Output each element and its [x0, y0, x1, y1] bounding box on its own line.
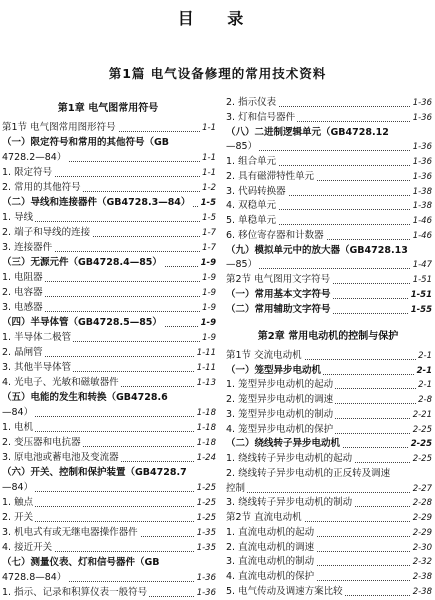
page-number: 1-36 — [412, 112, 432, 123]
page-number: 1-46 — [412, 230, 432, 241]
toc-entry — [226, 364, 432, 378]
entry-text: （九）模拟单元中的放大器（GB4728.13 — [226, 244, 408, 256]
chapter-heading — [2, 102, 216, 116]
entry-text: 第2节 直流电动机 — [226, 512, 302, 524]
entry-text: 4. 接近开关 — [2, 542, 53, 553]
page-number: 1-11 — [196, 348, 216, 358]
entry-text: 4728.2—84） — [2, 152, 67, 163]
entry-text: 3. 连接器件 — [2, 242, 53, 253]
chapter-heading — [226, 330, 432, 344]
page-number: 1-36 — [412, 157, 432, 167]
toc-entry — [2, 451, 216, 465]
entry-text: 4. 笼型异步电动机的保护 — [226, 423, 334, 435]
toc-entry — [226, 585, 432, 599]
entry-text: （七）测量仪表、灯和信号器件（GB — [2, 557, 160, 568]
page-number: 1-36 — [412, 98, 432, 108]
toc-entry — [2, 421, 216, 435]
section-entry — [226, 273, 432, 287]
toc-entry — [2, 406, 216, 420]
entry-text: 1. 组合单元 — [226, 156, 277, 167]
entry-text: 3. 绕线转子异步电动机的制动 — [226, 497, 353, 509]
toc-entry — [226, 214, 432, 228]
entry-text: 3. 原电池或蓄电池及变流器 — [2, 452, 119, 463]
toc-entry — [226, 111, 432, 125]
page-number: 1-24 — [196, 453, 216, 463]
toc-entry — [226, 408, 432, 422]
toc-entry — [2, 301, 216, 315]
page-number: 1-7 — [202, 243, 216, 253]
page-number: 1-11 — [196, 363, 216, 373]
page-number: 2-25 — [410, 439, 432, 450]
entry-text: 1. 直流电动机的起动 — [226, 526, 315, 538]
toc-entry — [2, 241, 216, 255]
toc-entry — [2, 316, 216, 330]
page-number: 2-32 — [412, 557, 432, 568]
entry-text: （二）绕线转子异步电动机 — [226, 438, 341, 450]
page-number: 1-9 — [202, 303, 216, 313]
entry-text: 3. 笼型异步电动机的制动 — [226, 408, 334, 420]
toc-entry — [226, 555, 432, 569]
page-number: 2-27 — [412, 483, 432, 494]
toc-entry — [2, 541, 216, 555]
entry-text: 3. 直流电动机的制动 — [226, 556, 315, 568]
toc-entry — [2, 526, 216, 540]
page-number: 2-25 — [412, 454, 432, 465]
entry-text: 第1章 电气图常用符号 — [57, 103, 159, 114]
entry-text: 第2章 常用电动机的控制与保护 — [257, 331, 399, 343]
entry-text: 3. 灯和信号器件 — [226, 111, 296, 123]
entry-text: 1. 半导体二极管 — [2, 332, 72, 343]
toc-entry — [2, 271, 216, 285]
toc-entry — [2, 166, 216, 180]
toc-entry — [226, 170, 432, 184]
entry-text: —84） — [2, 482, 34, 493]
page-number: 1-25 — [196, 483, 216, 493]
page-number: 1-35 — [196, 528, 216, 538]
entry-text: （一）笼型异步电动机 — [226, 364, 322, 376]
entry-text: （二）导线和连接器件（GB4728.3—84） — [2, 197, 191, 208]
toc-entry — [2, 376, 216, 390]
page-number: 2-38 — [412, 572, 432, 583]
toc-entry — [2, 286, 216, 300]
toc-entry — [226, 155, 432, 169]
entry-text: 5. 单稳单元 — [226, 215, 277, 226]
toc-entry — [226, 393, 432, 407]
page-number: 2-1 — [418, 380, 432, 391]
page-number: 2-30 — [412, 542, 432, 553]
entry-text: （四）半导体管（GB4728.5—85） — [2, 317, 162, 328]
page-number: 2-38 — [412, 586, 432, 597]
entry-text: 4728.8—84） — [2, 572, 67, 583]
entry-text: —84） — [2, 407, 34, 418]
toc-entry — [226, 258, 432, 272]
toc-entry — [2, 256, 216, 270]
entry-text: 2. 常用的其他符号 — [2, 182, 81, 193]
page-number: 2-21 — [412, 409, 432, 420]
toc-entry — [2, 136, 216, 150]
section-entry — [226, 349, 432, 363]
toc-entry — [2, 151, 216, 165]
toc-entry — [226, 496, 432, 510]
toc-entry — [2, 586, 216, 600]
toc-entry — [2, 226, 216, 240]
toc-entry — [226, 140, 432, 154]
entry-text: 2. 直流电动机的调速 — [226, 541, 315, 553]
toc-entry — [226, 541, 432, 555]
toc-entry — [226, 229, 432, 243]
page-number: 1-36 — [196, 573, 216, 583]
toc-entry — [2, 496, 216, 510]
toc-entry — [2, 346, 216, 360]
page-number: 1-9 — [202, 288, 216, 298]
toc-entry — [2, 331, 216, 345]
toc-entry — [226, 526, 432, 540]
entry-text: 1. 绕线转子异步电动机的起动 — [226, 453, 353, 465]
page-number: 1-9 — [200, 318, 216, 328]
toc-entry — [226, 244, 432, 258]
entry-text: 3. 代码转换器 — [226, 185, 286, 197]
entry-text: 3. 机电式有或无继电器操作器件 — [2, 527, 138, 538]
page-number: 1-1 — [202, 153, 216, 163]
entry-text: 4. 光电子、光敏和磁敏器件 — [2, 377, 119, 388]
page-number: 2-29 — [412, 527, 432, 538]
entry-text: 6. 移位寄存器和计数器 — [226, 229, 324, 241]
entry-text: 1. 电阻器 — [2, 272, 43, 283]
page-number: 1-25 — [196, 498, 216, 508]
entry-text: （三）无源元件（GB4728.4—85） — [2, 257, 162, 268]
entry-text: 2. 晶闸管 — [2, 347, 43, 358]
entry-text: （二）常用辅助文字符号 — [226, 303, 331, 315]
toc-entry — [226, 482, 432, 496]
entry-text: 1. 指示、记录和积算仪表一般符号 — [2, 587, 148, 598]
entry-text: 1. 笼型异步电动机的起动 — [226, 379, 334, 391]
page-number: 1-18 — [196, 408, 216, 418]
page-number: 1-35 — [196, 543, 216, 553]
toc-entry — [226, 126, 432, 140]
toc-entry — [226, 467, 432, 481]
page-number: 1-9 — [202, 273, 216, 283]
page-number: 1-18 — [196, 438, 216, 448]
entry-text: 3. 其他半导体管 — [2, 362, 72, 373]
toc-entry — [226, 288, 432, 302]
toc-entry — [226, 199, 432, 213]
entry-text: 2. 指示仪表 — [226, 97, 277, 108]
page-number: 1-55 — [410, 304, 432, 315]
section-entry — [226, 511, 432, 525]
toc-entry — [2, 481, 216, 495]
page-number: 1-9 — [200, 258, 216, 268]
toc-entry — [2, 211, 216, 225]
part-title: 第1篇 电气设备修理的常用技术资料 — [108, 66, 327, 81]
entry-text: 2. 具有磁滞特性单元 — [226, 170, 315, 182]
entry-text: —85） — [226, 259, 258, 271]
page-number: 1-51 — [410, 289, 432, 300]
toc-entry — [226, 378, 432, 392]
page-number: 1-18 — [196, 423, 216, 433]
page-number: 2-25 — [412, 424, 432, 435]
page-number: 1-5 — [200, 198, 216, 208]
page-number: 1-46 — [412, 216, 432, 226]
page-number: 2-1 — [416, 365, 432, 376]
page-number: 1-36 — [412, 171, 432, 182]
toc-entry — [226, 452, 432, 466]
entry-text: 4. 直流电动机的保护 — [226, 571, 315, 583]
page-number: 1-9 — [202, 333, 216, 343]
entry-text: 1. 导线 — [2, 212, 34, 223]
page-number: 2-8 — [418, 395, 432, 406]
toc-entry — [2, 196, 216, 210]
dot-leader — [226, 492, 432, 493]
page-number: 2-29 — [412, 513, 432, 524]
entry-text: 2. 变压器和电抗器 — [2, 437, 81, 448]
entry-text: 2. 电容器 — [2, 287, 43, 298]
page-number: 1-2 — [202, 183, 216, 193]
toc-entry — [2, 181, 216, 195]
page-number: 1-25 — [196, 513, 216, 523]
toc-entry — [226, 96, 432, 110]
entry-text: （六）开关、控制和保护装置（GB4728.7 — [2, 467, 187, 478]
entry-text: 2. 绕线转子异步电动机的正反转及调速 — [226, 467, 391, 479]
page-number: 1-38 — [412, 201, 432, 212]
page-number: 1-36 — [196, 588, 216, 598]
page-number: 1-1 — [202, 123, 216, 133]
toc-entry — [2, 511, 216, 525]
entry-text: 1. 电机 — [2, 422, 34, 433]
entry-text: 1. 触点 — [2, 497, 34, 508]
toc-entry — [226, 570, 432, 584]
page-number: 1-36 — [412, 142, 432, 153]
toc-entry — [226, 423, 432, 437]
toc-entry — [2, 361, 216, 375]
page-title: 目 录 — [177, 9, 258, 28]
toc-entry — [226, 437, 432, 451]
toc-entry — [2, 571, 216, 585]
entry-text: 4. 双稳单元 — [226, 200, 277, 212]
entry-text: 2. 端子和导线的连接 — [2, 227, 91, 238]
toc-entry — [2, 436, 216, 450]
entry-text: 控制 — [226, 482, 246, 494]
entry-text: （八）二进制逻辑单元（GB4728.12 — [226, 126, 389, 138]
entry-text: 第2节 电气图用文字符号 — [226, 274, 331, 285]
page-number: 1-38 — [412, 186, 432, 197]
toc-entry — [2, 466, 216, 480]
page-number: 1-13 — [196, 378, 216, 388]
page-number: 2-28 — [412, 498, 432, 509]
page-number: 1-47 — [412, 260, 432, 271]
page-number: 1-1 — [202, 168, 216, 178]
toc-entry — [226, 303, 432, 317]
entry-text: 第1节 交流电动机 — [226, 349, 302, 361]
page-number: 1-7 — [202, 228, 216, 238]
toc-entry — [2, 391, 216, 405]
entry-text: 5. 电气传动及调速方案比较 — [226, 585, 343, 597]
toc-entry — [226, 185, 432, 199]
entry-text: 2. 开关 — [2, 512, 34, 523]
page-number: 2-1 — [418, 350, 432, 361]
entry-text: —85） — [226, 141, 258, 153]
section-entry — [2, 121, 216, 135]
toc-entry — [2, 556, 216, 570]
entry-text: 第1节 电气图常用图形符号 — [2, 122, 116, 133]
entry-text: 3. 电感器 — [2, 302, 43, 313]
page-number: 1-51 — [412, 275, 432, 285]
entry-text: 2. 笼型异步电动机的调速 — [226, 394, 334, 406]
entry-text: （五）电能的发生和转换（GB4728.6 — [2, 392, 168, 403]
page-number: 1-5 — [202, 213, 216, 223]
entry-text: 1. 限定符号 — [2, 167, 53, 178]
entry-text: （一）常用基本文字符号 — [226, 288, 331, 300]
entry-text: （一）限定符号和常用的其他符号（GB — [2, 137, 170, 148]
